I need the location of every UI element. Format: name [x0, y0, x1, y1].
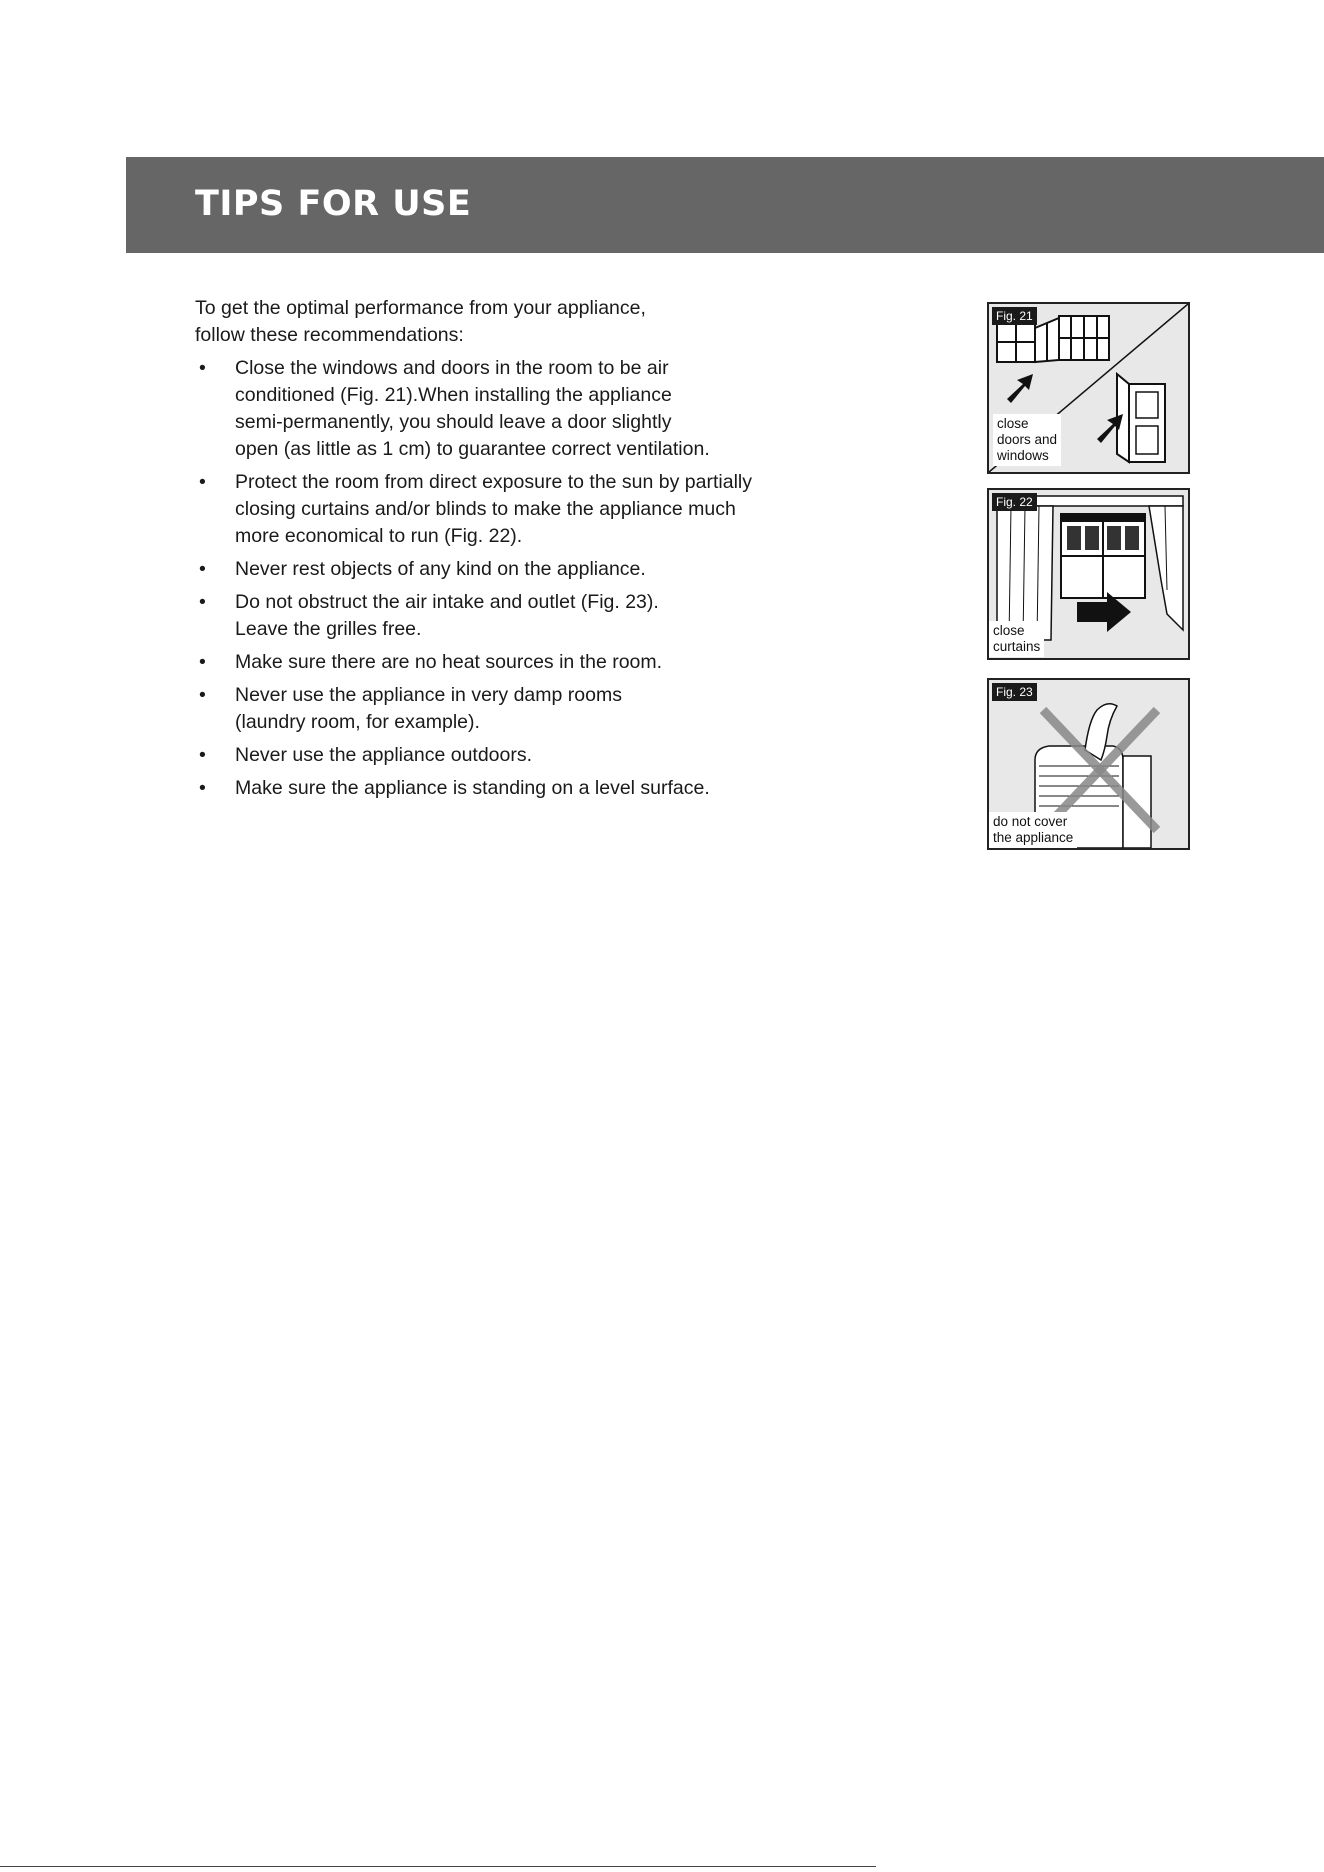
tip-item	[195, 355, 895, 463]
bullet: •	[199, 591, 206, 613]
tip-line: semi-permanently, you should leave a door slightly	[235, 411, 672, 433]
figure-caption	[989, 621, 1044, 657]
figure-label: Fig. 22	[992, 493, 1037, 511]
figure-21	[987, 302, 1190, 474]
figure-22	[987, 488, 1190, 660]
tip-line: Make sure the appliance is standing on a level surface.	[235, 777, 710, 799]
bullet: •	[199, 471, 206, 493]
caption-line: the appliance	[993, 830, 1074, 845]
figure-caption	[993, 414, 1061, 466]
caption-line: close	[997, 416, 1029, 431]
bullet: •	[199, 684, 206, 706]
tip-item	[195, 556, 895, 583]
intro-line: follow these recommendations:	[195, 324, 464, 346]
header-band	[126, 157, 1324, 253]
tip-line: open (as little as 1 cm) to guarantee correct ventilation.	[235, 438, 710, 460]
caption-line: doors and	[997, 432, 1058, 447]
tip-line: Protect the room from direct exposure to the sun by partially	[235, 471, 752, 493]
tip-line: more economical to run (Fig. 22).	[235, 525, 523, 547]
figure-caption	[989, 812, 1077, 848]
tip-item	[195, 469, 895, 550]
bullet: •	[199, 744, 206, 766]
tip-line: Never use the appliance outdoors.	[235, 744, 533, 766]
tip-line: Never rest objects of any kind on the appliance.	[235, 558, 646, 580]
figure-label: Fig. 21	[992, 307, 1037, 325]
tip-line: closing curtains and/or blinds to make the appliance much	[235, 498, 736, 520]
tips-list	[195, 355, 895, 802]
bullet: •	[199, 651, 206, 673]
tip-item	[195, 682, 895, 736]
tip-line: Leave the grilles free.	[235, 618, 422, 640]
tip-line: Do not obstruct the air intake and outlet (Fig. 23).	[235, 591, 659, 613]
caption-line: curtains	[993, 639, 1041, 654]
figure-label: Fig. 23	[992, 683, 1037, 701]
caption-line: windows	[997, 448, 1049, 463]
bullet: •	[199, 357, 206, 379]
tip-item	[195, 742, 895, 769]
tip-line: (laundry room, for example).	[235, 711, 480, 733]
tip-item	[195, 775, 895, 802]
bullet: •	[199, 777, 206, 799]
tip-line: Make sure there are no heat sources in the room.	[235, 651, 663, 673]
tip-item	[195, 649, 895, 676]
figure-23	[987, 678, 1190, 850]
caption-line: close	[993, 623, 1025, 638]
tip-line: conditioned (Fig. 21).When installing the appliance	[235, 384, 672, 406]
tip-item	[195, 589, 895, 643]
bullet: •	[199, 558, 206, 580]
page-title: TIPS FOR USE	[195, 184, 472, 224]
intro-line: To get the optimal performance from your appliance,	[195, 297, 646, 319]
content-column	[195, 295, 895, 808]
footer-rule	[0, 1866, 876, 1867]
caption-line: do not cover	[993, 814, 1068, 829]
tip-line: Close the windows and doors in the room to be air	[235, 357, 669, 379]
tip-line: Never use the appliance in very damp rooms	[235, 684, 622, 706]
